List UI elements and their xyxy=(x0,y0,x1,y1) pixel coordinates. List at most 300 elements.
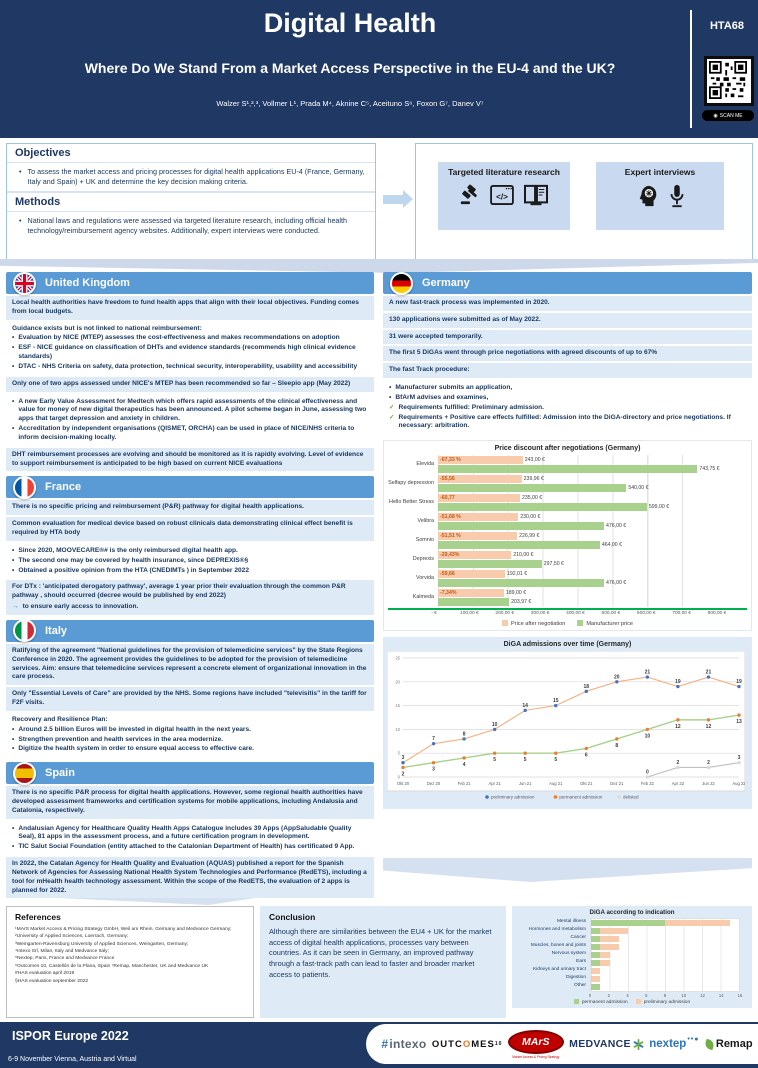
header xyxy=(0,0,758,138)
svg-text:14: 14 xyxy=(522,703,528,710)
spain-flag-icon xyxy=(13,762,36,785)
svg-text:Dez 21: Dez 21 xyxy=(610,781,624,787)
manufacturer-price-bar xyxy=(438,579,604,587)
x-tick-label: 700,00 € xyxy=(672,611,691,617)
conclusion-heading: Conclusion xyxy=(269,912,316,922)
svg-text:delisted: delisted xyxy=(623,794,639,800)
footer xyxy=(0,1022,758,1068)
category-label: Kalmeda xyxy=(412,593,434,600)
conclusion-box xyxy=(260,906,506,1018)
chart-title: Price discount after negotiations (Germany) xyxy=(494,445,641,453)
bar-segment xyxy=(600,952,609,958)
open-book-icon xyxy=(523,184,549,206)
medvance-logo: MEDVANCE xyxy=(569,1038,644,1050)
category-label: Velibra xyxy=(417,517,434,524)
france-section-header xyxy=(6,476,374,498)
svg-text:4: 4 xyxy=(462,762,466,769)
svg-text:19: 19 xyxy=(736,679,742,686)
svg-text:8: 8 xyxy=(462,731,466,738)
svg-text:3: 3 xyxy=(401,755,405,762)
right-column xyxy=(383,272,752,809)
bar-segment xyxy=(600,944,619,950)
bar-segment xyxy=(591,976,600,982)
svg-text:2: 2 xyxy=(707,760,710,767)
x-tick-label: 200,00 € xyxy=(495,611,515,617)
scan-me-badge: ◉ SCAN ME xyxy=(702,110,754,121)
svg-text:5: 5 xyxy=(523,757,527,764)
bar-segment xyxy=(591,984,600,990)
svg-text:0: 0 xyxy=(397,774,400,780)
svg-text:18: 18 xyxy=(583,684,590,691)
price-chart-row xyxy=(388,493,747,512)
bullet-item: • Evaluation by NICE (MTEP) assesses the cost-effectiveness and makes recommendations on adoption xyxy=(12,334,340,342)
germany-flag-icon xyxy=(390,272,413,295)
left-column xyxy=(6,272,374,903)
indication-bar-row xyxy=(591,943,739,951)
bullet-item: • Since 2020, MOOVECARE®# is the only reimbursed digital health app. xyxy=(12,546,238,554)
microphone-icon xyxy=(669,184,685,208)
discount-label: -60,77 xyxy=(440,495,455,502)
x-tick-label: 4 xyxy=(626,993,629,998)
italy-paragraph: Ratifying of the agreement "National guidelines for the provision of telemedicine services" by the State Regions Conference in 2020. The agreement provides the guidelines to be adopted for the provision of telemedicine services. Aim: ensure that telemedicine services represent a concrete element of organizational innovation in the care process. xyxy=(6,644,374,685)
svg-text:21: 21 xyxy=(644,669,651,676)
discount-label: -7,34% xyxy=(440,590,457,597)
price-chart-row xyxy=(388,474,747,493)
bar-segment xyxy=(591,960,600,966)
reference-item: ⁴Intexo Srl, Milan, Italy and Medvance Italy; xyxy=(15,949,109,955)
value-label: 239,96 € xyxy=(523,476,544,483)
germany-section-header xyxy=(383,272,752,294)
france-dtx-block: For DTx : 'anticipated derogatory pathway', average 1 year prior their evaluation through the common P&R pathway , should occurred (decree would be published by end 2022) → to ensure early access to innovation. xyxy=(6,580,374,614)
page-subtitle: Where Do We Stand From a Market Access Perspective in the EU-4 and the UK? xyxy=(84,60,616,76)
bar-segment xyxy=(665,920,730,926)
bullet-item: • Obtained a positive opinion from the HTA (CNEDIMTs ) in September 2022 xyxy=(12,566,249,574)
italy-flag-icon xyxy=(13,619,36,642)
france-paragraph: Common evaluation for medical device based on robust clinicals data demonstrating clinical effect benefit is required by HTA body xyxy=(6,517,374,541)
price-chart-row xyxy=(388,512,747,531)
check-icon: ✓ xyxy=(389,403,395,411)
bar-segment xyxy=(591,968,600,974)
germany-fast-track-block xyxy=(383,380,752,434)
manufacturer-price-bar xyxy=(438,503,647,511)
price-after-bar xyxy=(438,475,522,483)
svg-text:20: 20 xyxy=(395,679,400,685)
x-tick-label: 500,00 € xyxy=(601,611,621,617)
section-italy xyxy=(6,620,374,757)
bar-segment xyxy=(591,952,600,958)
value-label: 192,01 € xyxy=(506,571,528,578)
category-label: Selfapy depression xyxy=(388,479,434,486)
svg-text:15: 15 xyxy=(552,698,559,705)
x-tick-label: 2 xyxy=(607,993,610,998)
indication-bar-row xyxy=(591,935,739,943)
value-label: 540,00 € xyxy=(628,485,649,492)
indication-chart-legend xyxy=(516,999,748,1005)
event-date-location: 6-9 November Vienna, Austria and Virtual xyxy=(8,1056,137,1063)
reference-item: §HAS evaluation september 2022 xyxy=(15,978,89,984)
value-label: 230,00 € xyxy=(520,514,541,521)
section-united-kingdom xyxy=(6,272,374,471)
svg-text:2: 2 xyxy=(676,760,680,767)
france-paragraph: There is no specific pricing and reimbursement (P&R) pathway for digital health applications. xyxy=(6,500,374,515)
svg-text:12: 12 xyxy=(675,724,681,731)
discount-label: -59,66 xyxy=(440,571,455,578)
indication-bar-row xyxy=(591,951,739,959)
objectives-methods-box xyxy=(6,143,376,263)
value-label: 243,00 € xyxy=(524,457,545,464)
italy-plan-block: Recovery and Resilience Plan: • Around 2.5 billion Euros will be invested in digital health in the next years. • Strengthen prevention and health services in the area modernize. • Digitize the health system in order to ensure equal access to effective care. xyxy=(6,713,374,757)
x-tick-label: 12 xyxy=(700,993,705,998)
price-after-bar xyxy=(438,589,504,597)
literature-research-title: Targeted literature research xyxy=(448,167,560,177)
category-label: Cancer xyxy=(570,935,586,940)
x-tick-label: 0 xyxy=(588,993,592,998)
svg-text:0: 0 xyxy=(645,769,649,776)
value-label: 743,75 € xyxy=(699,466,720,473)
reference-item: ⁶Outcomes 10, Castellón de la Plana, Spain ⁷Remap, Manchester, UK and Medvance UK xyxy=(15,963,209,969)
svg-text:15: 15 xyxy=(395,703,400,709)
bullet-glyph: • xyxy=(19,167,22,176)
uk-section-title: United Kingdom xyxy=(45,277,130,289)
bar-segment xyxy=(591,920,665,926)
arrow-icon: → xyxy=(12,603,19,611)
category-label: Hormones and metabolism xyxy=(528,927,586,932)
price-chart-rows xyxy=(388,455,747,610)
germany-paragraph: A new fast-track process was implemented in 2020. xyxy=(383,296,752,311)
indication-bar-row xyxy=(591,975,739,983)
category-label: Ears xyxy=(576,959,586,964)
bullet-item: • Manufacturer submits an application, xyxy=(389,384,513,392)
methods-heading: Methods xyxy=(7,191,375,212)
indication-bar-row xyxy=(591,967,739,975)
spain-paragraph: In 2022, the Catalan Agency for Health Quality and Evaluation (AQUAS) published a report for the Spanish Network of Agencies for Assessing National Health System Technologies and Performance (RedETS), including a tool for mHealth health technology assessment. Within the scope of the RedETS, the evaluation of 2 apps is planned for 2022. xyxy=(6,857,374,898)
reference-item: #HAS evaluation april 2019 xyxy=(15,971,75,977)
remap-logo: Remap xyxy=(705,1038,753,1050)
value-label: 226,99 € xyxy=(519,533,540,540)
legend-item: Price after negotiation xyxy=(502,620,565,627)
price-after-bar xyxy=(438,532,517,540)
x-tick-label: 600,00 € xyxy=(636,611,656,617)
x-tick-label: 6 xyxy=(645,993,648,998)
indication-chart-labels xyxy=(516,918,590,990)
svg-text:8: 8 xyxy=(615,743,619,750)
svg-text:Aug 22: Aug 22 xyxy=(732,781,745,787)
svg-text:Feb 21: Feb 21 xyxy=(457,781,471,787)
reference-item: ³Weingarten-Ravensburg University of Applied Sciences, Weingarten, Germany; xyxy=(15,941,189,947)
intexo-logo: # intexo xyxy=(381,1037,427,1051)
italy-paragraph: Only "Essential Levels of Care" are provided by the NHS. Some regions have included "televisitis" in the tariff for F2F visits. xyxy=(6,687,374,711)
svg-text:Jun 21: Jun 21 xyxy=(518,781,532,787)
value-label: 464,00 € xyxy=(601,542,623,549)
svg-text:10: 10 xyxy=(644,733,651,740)
value-label: 235,00 € xyxy=(521,495,543,502)
bar-segment xyxy=(600,928,628,934)
svg-text:preliminary admission: preliminary admission xyxy=(491,794,535,800)
germany-paragraph: 31 were accepted temporarily. xyxy=(383,330,752,345)
bullet-item: • Strengthen prevention and health services in the area modernize. xyxy=(12,735,224,743)
germany-paragraph: 130 applications were submitted as of May 2022. xyxy=(383,313,752,328)
manufacturer-price-bar xyxy=(438,484,626,492)
category-label: Kidneys and urinary tract xyxy=(532,967,586,972)
uk-paragraph: DHT reimbursement processes are evolving and should be monitored as it is rapidly evolving. Level of evidence to support reimbursement is anticipated to be high based on current NICE evaluations xyxy=(6,448,374,472)
uk-flag-icon xyxy=(13,272,36,295)
svg-text:Apr 21: Apr 21 xyxy=(488,781,501,787)
bullet-item: • Around 2.5 billion Euros will be invested in digital health in the next years. xyxy=(12,725,251,733)
bar-segment xyxy=(591,944,600,950)
spain-section-header xyxy=(6,762,374,784)
bullet-item: • TIC Salut Social Foundation (entity attached to the Catalonian Department of Health) has certificated 9 App. xyxy=(12,843,355,851)
authors-line: Walzer S¹,²,³, Vollmer L¹, Prada M⁴, Aknine C⁵, Aceituno S⁶, Foxon G⁷, Danev V⁷ xyxy=(216,99,484,108)
italy-section-title: Italy xyxy=(45,624,68,637)
bullet-glyph: • xyxy=(19,216,22,226)
bullet-item: • BfArM advises and examines, xyxy=(389,393,489,401)
category-label: Vorvida xyxy=(416,574,434,581)
svg-text:3: 3 xyxy=(432,767,435,774)
price-chart-row xyxy=(388,569,747,588)
x-tick-label: 400,00 € xyxy=(566,611,585,617)
svg-text:5: 5 xyxy=(397,750,400,756)
price-chart-row xyxy=(388,588,747,607)
svg-text:12: 12 xyxy=(705,724,712,731)
spain-paragraph: There is no specific P&R process for digital health applications. However, some regional health authorities have developed assessment frameworks and certification systems for mobile applications, including Andalusia and Catalonia, respectively. xyxy=(6,786,374,818)
qr-code xyxy=(704,56,754,106)
indication-bar-row xyxy=(591,959,739,967)
svg-text:Apr 22: Apr 22 xyxy=(671,781,685,787)
uk-paragraph: Only one of two apps assessed under NICE's MTEP has been recommended so far – Sleepio app (May 2022) xyxy=(6,377,374,392)
objectives-heading: Objectives xyxy=(7,144,375,163)
sponsor-logo-strip xyxy=(366,1024,758,1064)
manufacturer-price-bar xyxy=(438,522,604,530)
manufacturer-price-bar xyxy=(438,560,542,568)
references-box xyxy=(6,906,254,1018)
literature-research-card xyxy=(438,162,570,230)
indication-chart xyxy=(512,906,752,1008)
price-discount-chart xyxy=(383,440,752,631)
medvance-star-icon xyxy=(633,1039,644,1050)
svg-text:20: 20 xyxy=(614,674,620,681)
category-label: Deprexis xyxy=(412,555,434,562)
methods-flow xyxy=(383,143,752,261)
reference-item: ¹MArS Market Access & Pricing Strategy GmbH, Weil am Rhein, Germany and Medvance Germany; xyxy=(15,927,232,932)
head-brain-icon xyxy=(636,184,660,208)
category-label: Other xyxy=(574,983,586,988)
svg-text:10: 10 xyxy=(395,727,400,733)
remap-leaf-icon xyxy=(704,1038,716,1050)
camera-icon: ◉ xyxy=(713,112,718,119)
value-label: 203,97 € xyxy=(511,599,532,606)
bullet-item: • Accreditation by independent organisations (QISMET, ORCHA) can be used in place of NICE/NHS criteria to inform decision-making locally. xyxy=(12,425,355,441)
mars-logo: MArS Market Access & Pricing Strategy xyxy=(508,1030,564,1059)
svg-text:Okt 20: Okt 20 xyxy=(396,781,410,787)
event-name: ISPOR Europe 2022 xyxy=(12,1029,129,1043)
expert-interviews-card xyxy=(596,162,724,230)
category-label: Hello Better Stress xyxy=(389,498,434,505)
x-tick-label: 16 xyxy=(737,993,743,998)
bar-segment xyxy=(600,936,619,942)
intexo-hash-icon: # xyxy=(381,1037,389,1051)
bar-segment xyxy=(591,928,600,934)
uk-assessment-block xyxy=(6,394,374,446)
indication-bar-row xyxy=(591,927,739,935)
reference-item: ²University of Applied Sciences, Loerrach, Germany; xyxy=(15,934,129,940)
value-label: 189,00 € xyxy=(505,590,527,597)
bullet-item: • Digitize the health system in order to ensure equal access to effective care. xyxy=(12,745,254,753)
svg-text:6: 6 xyxy=(584,752,588,759)
references-heading: References xyxy=(15,912,61,922)
x-tick-label: 800,00 € xyxy=(707,611,727,617)
uk-paragraph: Local health authorities have freedom to fund health apps that align with their local objectives. Funding comes from local budgets. xyxy=(6,296,374,320)
svg-text:Aug 21: Aug 21 xyxy=(549,781,563,787)
svg-text:7: 7 xyxy=(432,736,435,743)
svg-text:10: 10 xyxy=(491,722,498,729)
legend-item: Manufacturer price xyxy=(577,620,633,627)
svg-text:5: 5 xyxy=(493,757,497,764)
value-label: 476,00 € xyxy=(606,523,627,530)
svg-text:Dez 20: Dez 20 xyxy=(426,781,441,787)
legend-item: permanent admission xyxy=(574,999,628,1005)
svg-text:Jun 22: Jun 22 xyxy=(702,781,715,787)
svg-text:2: 2 xyxy=(401,771,405,778)
manufacturer-price-bar xyxy=(438,541,600,549)
svg-text:permanent admission: permanent admission xyxy=(559,794,603,800)
category-label: Digestion xyxy=(566,975,586,980)
outcomes10-logo: OUTC O MES 10 xyxy=(431,1038,503,1050)
expert-interviews-title: Expert interviews xyxy=(624,167,696,177)
svg-text:13: 13 xyxy=(736,719,742,726)
check-item: ✓ Requirements fulfilled: Preliminary admission. xyxy=(389,403,544,411)
manufacturer-price-bar xyxy=(438,598,509,606)
x-tick-label: 100,00 € xyxy=(460,611,479,617)
code-window-icon xyxy=(490,185,514,205)
chart-title: DiGA according to indication xyxy=(589,909,675,916)
uk-guidance-block: Guidance exists but is not linked to national reimbursement: • Evaluation by NICE (MTEP) assesses the cost-effectiveness and makes recommendations on adoption • ESF - NICE guidance on classification of DHTs and evidence standards (recommends high clinical evidence standards) • DTAC - NHS Criteria on safety, data protection, technical security, interoperability, usability and accessibility xyxy=(6,322,374,375)
poster-code: HTA68 xyxy=(709,20,745,32)
interview-icons xyxy=(596,184,724,208)
x-tick-label: - € xyxy=(431,611,437,617)
category-label: Somnio xyxy=(415,536,434,543)
bullet-item: • Andalusian Agency for Healthcare Quality Health Apps Catalogue includes 39 Apps (AppSaludable Quality Seal), 81 apps in the assessment process, and a future certification program in development. xyxy=(12,824,352,841)
category-label: Nervous system xyxy=(551,951,586,956)
price-chart-x-axis xyxy=(431,610,727,618)
category-label: Mental illness xyxy=(556,919,586,924)
svg-text:25: 25 xyxy=(395,655,400,661)
value-label: 210,00 € xyxy=(513,552,534,559)
flow-arrow-icon xyxy=(383,195,403,204)
admissions-line-chart-svg xyxy=(387,651,745,801)
conclusion-text: Although there are similarities between the EU4 + UK for the market access of digital health applications, processes vary between countries. As it can be seen in Germany, an improved pathway through a fast-track path can lead to faster and broader market access to patients. xyxy=(269,927,492,979)
price-after-bar xyxy=(438,570,505,578)
discount-label: -51,51 % xyxy=(440,533,461,540)
section-france xyxy=(6,476,374,614)
italy-section-header xyxy=(6,620,374,642)
category-label: Elevida xyxy=(416,460,434,467)
discount-label: -51,68 % xyxy=(440,514,461,521)
section-spain xyxy=(6,762,374,898)
svg-text:5: 5 xyxy=(554,757,558,764)
discount-label: -55,56 xyxy=(440,476,455,483)
literature-icons xyxy=(438,184,570,206)
arrow-note: → to ensure early access to innovation. xyxy=(12,603,139,611)
methods-text: • National laws and regulations were assessed via targeted literature research, including official health technology/reimbursement agency websites. Additionally, expert interviews were conducted. xyxy=(19,216,348,236)
manufacturer-price-bar xyxy=(438,465,697,473)
x-tick-label: 8 xyxy=(663,993,667,998)
x-tick-label: 300,00 € xyxy=(530,611,550,617)
price-chart-row xyxy=(388,531,747,550)
price-chart-legend xyxy=(388,620,747,627)
bullet-item: • A new Early Value Assessment for Medtech which offers rapid assessments of the clinical effectiveness and value for money of new digital therapeutics has been announced. A pilot scheme began in June, assessing two apps that target depression and anxiety in children. xyxy=(12,397,367,423)
discount-label: -67,33 % xyxy=(440,457,461,464)
price-after-bar xyxy=(438,456,523,464)
svg-text:21: 21 xyxy=(705,669,712,676)
value-label: 476,00 € xyxy=(606,580,627,587)
decorative-wedge xyxy=(0,259,758,273)
reference-item: ⁵Nextep, Paris, France and Medvance France xyxy=(15,956,115,962)
price-chart-row xyxy=(388,550,747,569)
nextep-dots-icon: ••● xyxy=(687,1036,700,1043)
value-label: 599,00 € xyxy=(648,504,670,511)
spain-bullets xyxy=(6,821,374,855)
germany-section-title: Germany xyxy=(422,277,470,289)
chart-title: DiGA admissions over time (Germany) xyxy=(503,641,632,649)
admissions-chart-plot xyxy=(387,651,748,806)
discount-label: -29,43% xyxy=(440,552,460,559)
x-tick-label: 10 xyxy=(681,993,687,998)
price-after-bar xyxy=(438,494,520,502)
france-flag-icon xyxy=(13,476,36,499)
spain-section-title: Spain xyxy=(45,767,75,780)
svg-text:Feb 22: Feb 22 xyxy=(640,781,654,787)
price-chart-row xyxy=(388,455,747,474)
bar-segment xyxy=(600,960,609,966)
svg-text:</>: </> xyxy=(496,192,508,202)
gavel-icon xyxy=(459,184,481,206)
indication-chart-body xyxy=(516,918,748,992)
nextep-logo: nextep ••● xyxy=(649,1036,700,1050)
flow-outer-box xyxy=(415,143,753,263)
legend-item: preliminary admission xyxy=(636,999,690,1005)
x-tick-label: 14 xyxy=(718,993,724,998)
value-label: 297,50 € xyxy=(543,561,564,568)
france-section-title: France xyxy=(45,481,82,494)
france-bullets xyxy=(6,543,374,578)
indication-bar-row xyxy=(591,919,739,927)
section-germany xyxy=(383,272,752,434)
admissions-chart xyxy=(383,637,752,809)
indication-chart-plot xyxy=(590,918,740,992)
indication-chart-x-axis xyxy=(588,992,743,999)
uk-section-header xyxy=(6,272,374,294)
qr-pattern xyxy=(709,61,747,99)
bar-segment xyxy=(591,936,600,942)
page-title: Digital Health xyxy=(263,8,437,38)
bullet-item: • The second one may be covered by health insurance, since DEPREXIS®§ xyxy=(12,556,249,564)
check-item: ✓ Requirements + Positive care effects fulfilled: Admission into the DiGA-directory and price negotiations. If necessary: arbitration. xyxy=(389,413,731,430)
price-after-bar xyxy=(438,513,518,521)
category-label: Muscles, bones and joints xyxy=(530,943,586,948)
check-icon: ✓ xyxy=(389,413,395,421)
svg-text:3: 3 xyxy=(737,755,741,762)
header-divider xyxy=(690,10,692,128)
svg-text:19: 19 xyxy=(675,679,681,686)
bullet-item: • ESF - NICE guidance on classification of DHTs and evidence standards (recommends high clinical evidence standards) xyxy=(12,344,356,361)
germany-paragraph: The first 5 DiGAs went through price negotiations with agreed discounts of up to 67% xyxy=(383,346,752,361)
svg-text:Okt 21: Okt 21 xyxy=(580,781,593,787)
germany-paragraph: The fast Track procedure: xyxy=(383,363,752,378)
indication-bar-row xyxy=(591,983,739,991)
decorative-wedge xyxy=(383,858,752,882)
bullet-item: • DTAC - NHS Criteria on safety, data protection, technical security, interoperability, usability and accessibility xyxy=(12,362,358,370)
objectives-text: • To assess the market access and pricing processes for digital health applications EU-4 (France, Germany, Italy and Spain) + UK and determine the key decision making criteria. xyxy=(19,167,365,186)
